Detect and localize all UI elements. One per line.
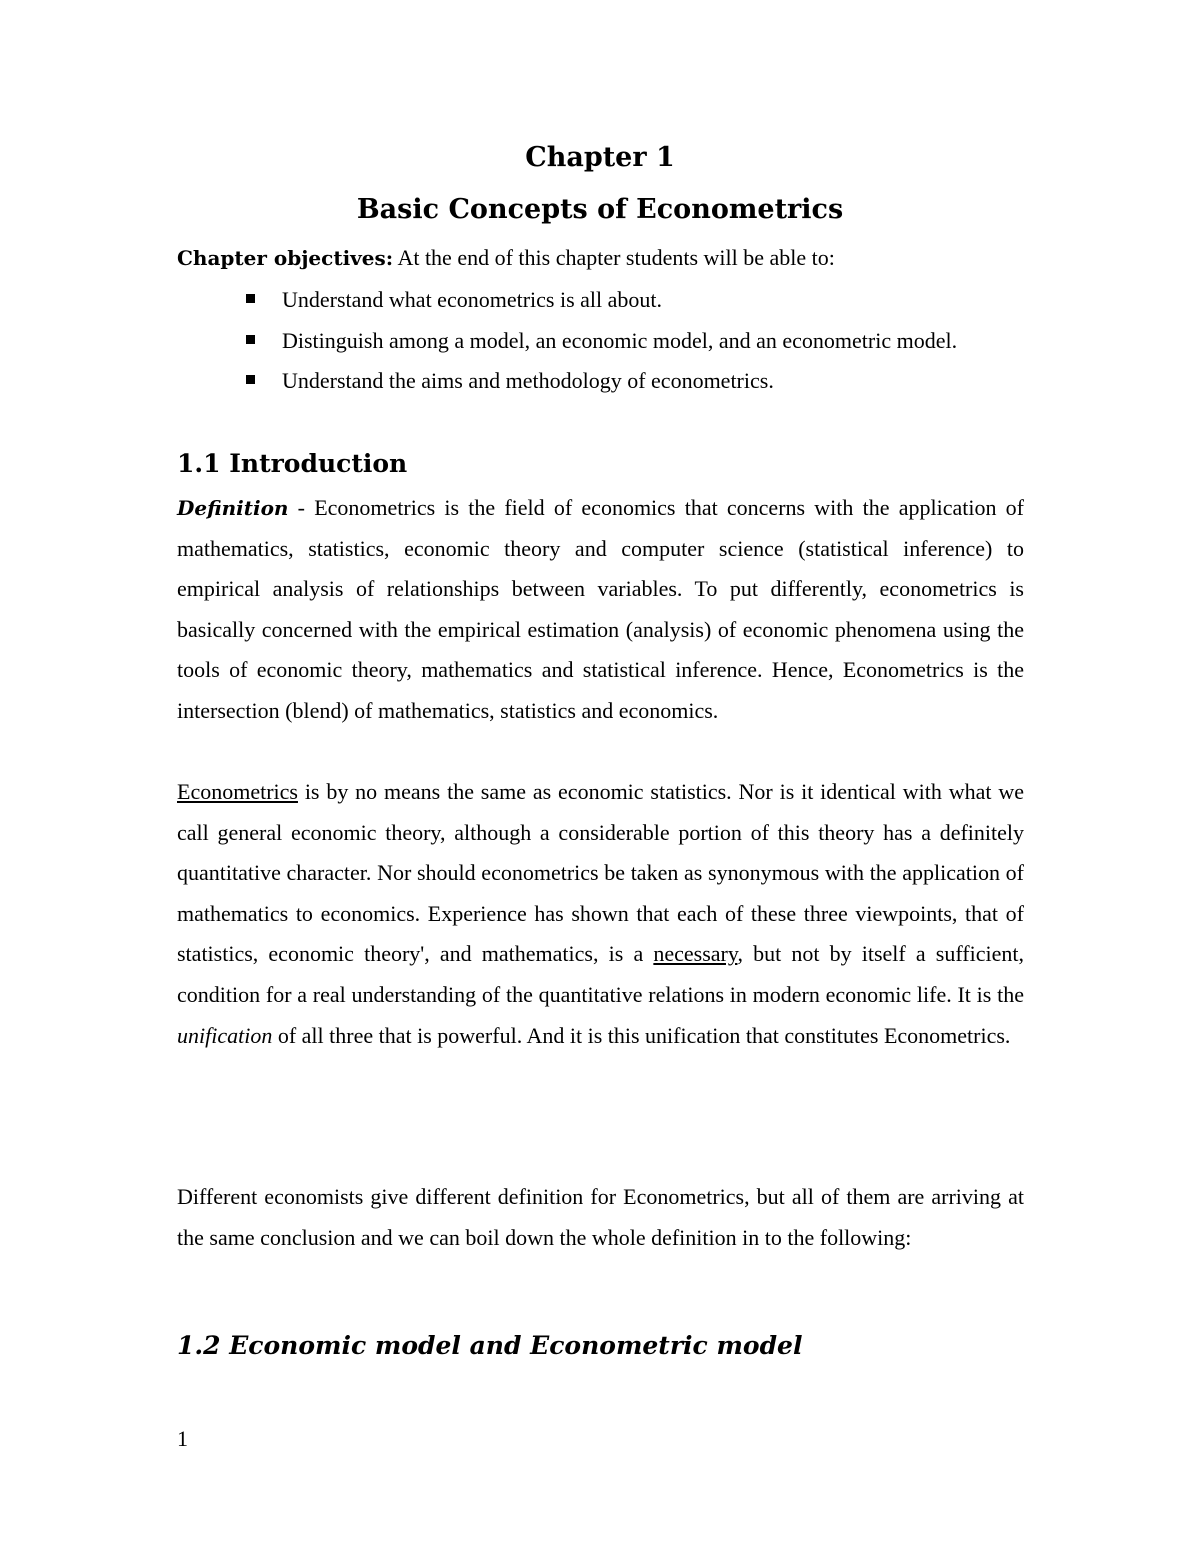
definition-text: - Econometrics is the field of economics that concerns with the application of mathematics, statistics, economic theory and computer science (statistical inference) to empirical analysis of relationships between variables. To put differently, econometrics is basically concerned with the empirical estimation (analysis) of economic phenomena using the tools of economic theory, mathematics and statistical inference. Hence, Econometrics is the intersection (blend) of mathematics, statistics and economics. <box>177 495 1024 723</box>
paragraph-text: of all three that is powerful. And it is this unification that constitutes Econometrics. <box>272 1022 1011 1048</box>
chapter-number: Chapter 1 <box>525 142 675 173</box>
page-number: 1 <box>177 1426 188 1451</box>
underlined-term-econometrics: Econometrics <box>177 779 298 804</box>
list-item: Distinguish among a model, an economic model, and an econometric model. <box>244 321 1024 362</box>
chapter-title: Basic Concepts of Econometrics <box>356 194 844 225</box>
chapter-objectives-intro <box>177 240 1027 276</box>
underlined-term-necessary: necessary <box>653 941 738 967</box>
paragraph-text: , but not by itself a sufficient, condition for a real understanding of the quantitative relations in modern economic life. It is the <box>177 941 1024 1007</box>
definition-label: Definition <box>177 496 289 520</box>
section-heading-introduction: 1.1 Introduction <box>177 449 408 478</box>
objectives-lead: Chapter objectives: <box>177 246 394 270</box>
objectives-list <box>244 280 1024 402</box>
list-item: Understand what econometrics is all about. <box>244 280 1024 321</box>
definitions-paragraph: Different economists give different definition for Econometrics, but all of them are arriving at the same conclusion and we can boil down the whole definition in to the following: <box>177 1184 1024 1250</box>
section-heading-models: 1.2 Economic model and Econometric model <box>177 1331 803 1360</box>
list-item: Understand the aims and methodology of econometrics. <box>244 361 1024 402</box>
paragraph-text: is by no means the same as economic statistics. Nor is it identical with what we call general economic theory, although a considerable portion of this theory has a definitely quantitative character. Nor should econometrics be taken as synonymous with the application of mathematics to economics. Experience has shown that each of these three viewpoints, that of statistics, economic theory', and mathematics, is a <box>177 779 1024 967</box>
econometrics-paragraph <box>177 772 1024 1056</box>
objectives-intro-text: At the end of this chapter students will be able to: <box>393 245 835 270</box>
italic-term-unification: unification <box>177 1022 273 1048</box>
definition-paragraph <box>177 488 1024 732</box>
